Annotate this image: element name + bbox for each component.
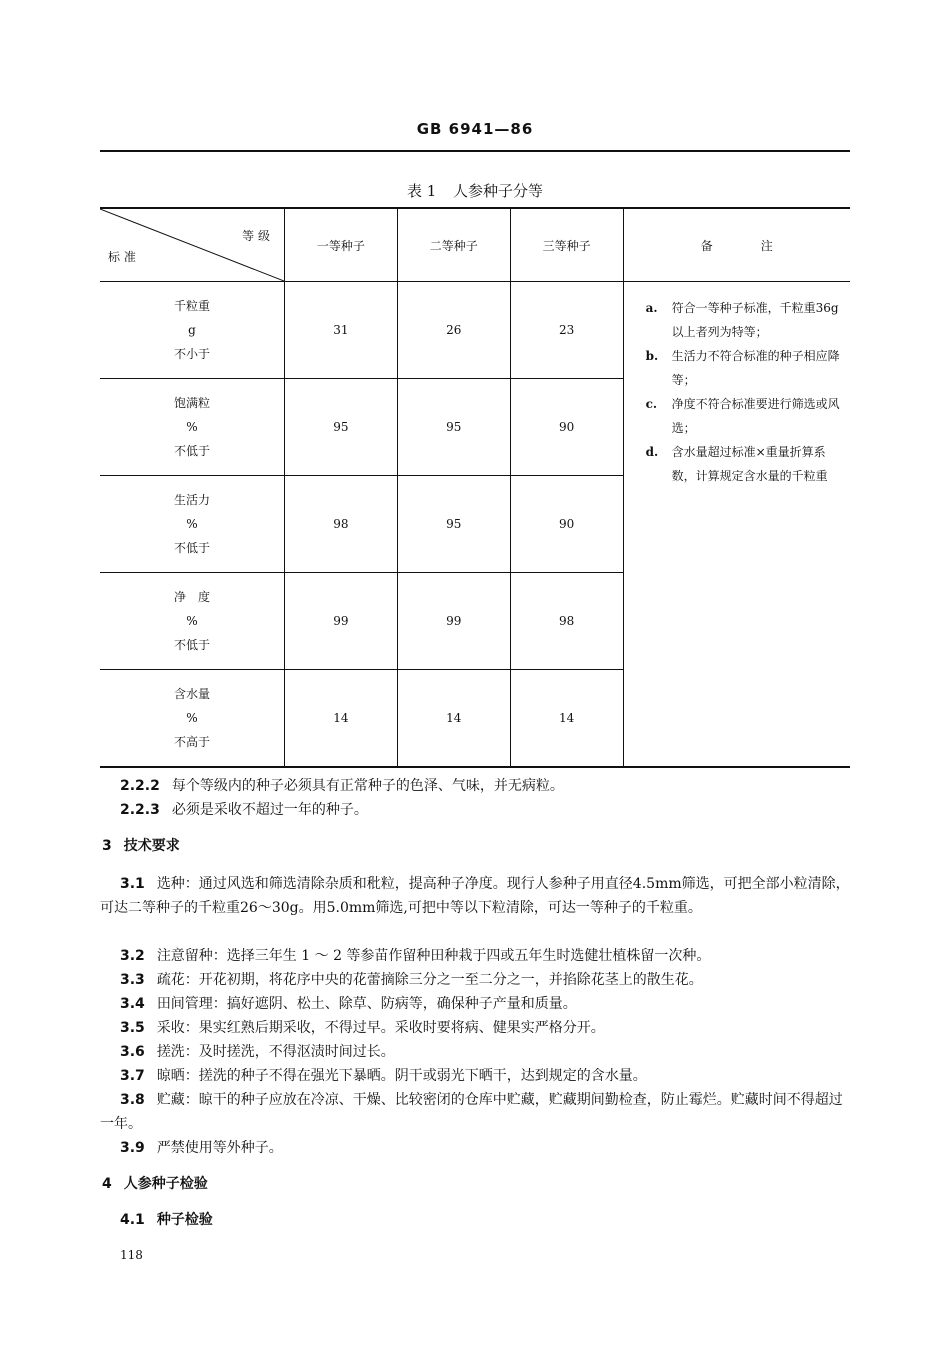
clause-3-2: 3.2 注意留种：选择三年生 1 ～ 2 等参苗作留种田种栽于四或五年生时选健壮植株留一次种。 — [120, 948, 711, 964]
col-header-second: 二等种子 — [397, 208, 510, 282]
table-caption — [0, 180, 950, 201]
remark-item: d. 含水量超过标准×重量折算系数，计算规定含水量的千粒重 — [645, 445, 828, 483]
row-standard-limit: 不低于 — [173, 444, 210, 458]
section-4-1-heading: 4.1 种子检验 — [120, 1212, 213, 1228]
section-3-heading: 3 技术要求 — [102, 838, 180, 854]
seed-grade-table — [100, 207, 850, 768]
remark-item: b. 生活力不符合标准的种子相应降等； — [645, 349, 840, 387]
row-value-second: 26 — [397, 282, 510, 379]
row-value-third: 90 — [510, 379, 623, 476]
col-header-remarks: 备 注 — [623, 208, 850, 282]
clause-2-2-2: 2.2.2 每个等级内的种子必须具有正常种子的色泽、气味，并无病粒。 — [120, 778, 564, 794]
col-header-first: 一等种子 — [285, 208, 398, 282]
page-number: 118 — [120, 1248, 143, 1262]
row-standard-limit: 不低于 — [173, 638, 210, 652]
row-value-third: 23 — [510, 282, 623, 379]
row-standard-name: 千粒重 — [173, 299, 210, 313]
clause-3-3: 3.3 疏花：开花初期，将花序中央的花蕾摘除三分之一至二分之一，并掐除花茎上的散生花。 — [120, 972, 703, 988]
row-standard-cell — [100, 573, 285, 670]
standard-code-header: GB 6941—86 — [416, 120, 534, 138]
clause-3-4: 3.4 田间管理：搞好遮阴、松土、除草、防病等，确保种子产量和质量。 — [120, 996, 577, 1012]
diag-grade-label: 等 级 — [242, 229, 270, 243]
row-value-second: 14 — [397, 670, 510, 768]
row-standard-limit: 不小于 — [173, 347, 210, 361]
row-value-third: 98 — [510, 573, 623, 670]
diag-standard-label: 标 准 — [108, 250, 136, 264]
row-standard-cell — [100, 379, 285, 476]
row-value-third: 90 — [510, 476, 623, 573]
row-value-second: 99 — [397, 573, 510, 670]
clause-2-2-3: 2.2.3 必须是采收不超过一年的种子。 — [120, 802, 368, 818]
clause-3-9: 3.9 严禁使用等外种子。 — [120, 1140, 283, 1156]
remark-item: a. 符合一等种子标准，千粒重36g以上者列为特等； — [645, 301, 839, 339]
row-standard-unit: % — [186, 614, 198, 628]
table-row — [100, 282, 850, 379]
clause-3-8: 3.8 贮藏：晾干的种子应放在冷凉、干燥、比较密闭的仓库中贮藏，贮藏期间勤检查，防止霉烂。贮藏时间不得超过一年。 — [100, 1092, 843, 1132]
row-value-first: 98 — [285, 476, 398, 573]
row-standard-cell — [100, 476, 285, 573]
clause-3-5: 3.5 采收：果实红熟后期采收，不得过早。采收时要将病、健果实严格分开。 — [120, 1020, 605, 1036]
row-standard-name: 生活力 — [173, 493, 210, 507]
row-standard-name: 净 度 — [173, 590, 210, 604]
clause-3-6: 3.6 搓洗：及时搓洗，不得沤渍时间过长。 — [120, 1044, 395, 1060]
row-standard-unit: % — [186, 711, 198, 725]
row-value-third: 14 — [510, 670, 623, 768]
row-value-first: 95 — [285, 379, 398, 476]
table-caption-label: 表 1 — [406, 182, 437, 200]
row-value-first: 99 — [285, 573, 398, 670]
row-value-second: 95 — [397, 476, 510, 573]
remarks-cell — [623, 282, 850, 768]
col-header-third: 三等种子 — [510, 208, 623, 282]
row-standard-unit: g — [188, 323, 196, 337]
row-standard-name: 含水量 — [173, 687, 210, 701]
clause-3-1: 3.1 选种：通过风选和筛选清除杂质和秕粒，提高种子净度。现行人参种子用直径4.5mm筛选，可把全部小粒清除，可达二等种子的千粒重26～30g。用5.0mm筛选,可把中等以下粒清除，可达一等种子的千粒重。 — [100, 876, 850, 916]
row-value-first: 14 — [285, 670, 398, 768]
diagonal-header-cell — [100, 208, 285, 282]
diagonal-line — [100, 209, 284, 281]
row-standard-unit: % — [186, 517, 198, 531]
row-standard-name: 饱满粒 — [173, 396, 210, 410]
remark-item: c. 净度不符合标准要进行筛选或风选； — [645, 397, 840, 435]
table-header-row — [100, 208, 850, 282]
row-standard-limit: 不高于 — [173, 735, 210, 749]
row-standard-cell — [100, 282, 285, 379]
row-value-second: 95 — [397, 379, 510, 476]
clause-3-7: 3.7 晾晒：搓洗的种子不得在强光下暴晒。阴干或弱光下晒干，达到规定的含水量。 — [120, 1068, 647, 1084]
row-value-first: 31 — [285, 282, 398, 379]
header-rule — [100, 150, 850, 152]
section-4-heading: 4 人参种子检验 — [102, 1176, 208, 1192]
row-standard-limit: 不低于 — [173, 541, 210, 555]
table-caption-title: 人参种子分等 — [453, 182, 544, 200]
row-standard-cell — [100, 670, 285, 768]
row-standard-unit: % — [186, 420, 198, 434]
